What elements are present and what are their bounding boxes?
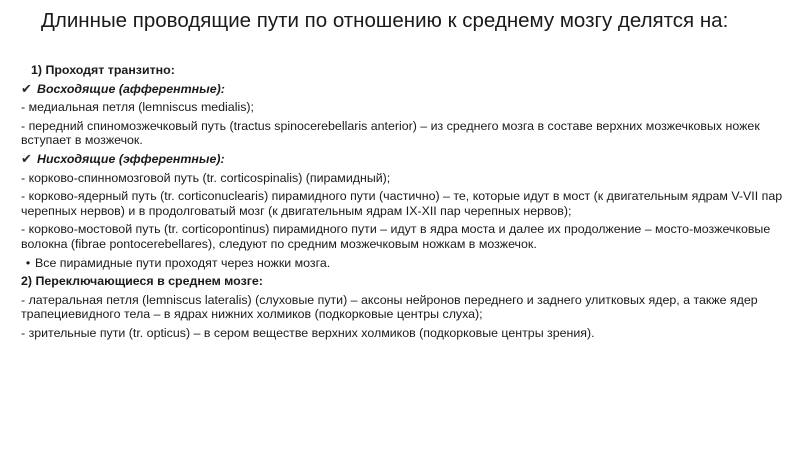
ascending-heading: Восходящие (афферентные): [37,81,225,96]
descending-heading-row [21,152,791,167]
list-item: - латеральная петля (lemniscus lateralis) (слуховые пути) – аксоны нейронов переднего и заднего улитковых ядер, а также ядер трапециевидного тела – в ядрах нижних холмиков (подкорковые центры слуха); [21,292,758,322]
list-item: - передний спиномозжечковый путь (tractus spinocerebellaris anterior) – из среднего мозга в составе верхних мозжечковых ножек вступает в мозжечок. [21,118,760,148]
ascending-heading-row [21,82,791,97]
slide-title: Длинные проводящие пути по отношению к среднему мозгу делятся на: [41,9,729,32]
list-item: - медиальная петля (lemniscus medialis); [21,100,254,115]
list-item: - зрительные пути (tr. opticus) – в сером веществе верхних холмиков (подкорковые центры зрения). [21,325,595,340]
slide-content [21,63,791,345]
descending-heading: Нисходящие (эфферентные): [37,151,225,166]
section1-heading: 1) Проходят транзитно: [31,63,175,77]
bullet-icon: • [25,255,31,270]
checkmark-icon: ✔ [21,150,32,166]
note-row [21,256,791,271]
list-item: - корково-спинномозговой путь (tr. corticospinalis) (пирамидный); [21,170,391,185]
checkmark-icon: ✔ [21,80,32,96]
list-item: - корково-мостовой путь (tr. corticopontinus) пирамидного пути – идут в ядра моста и далее их продолжение – мосто-мозжечковые волокна (fibrae pontocerebellares), следуют по средним мозжечковым ножкам в мозжечок. [21,222,771,251]
pyramidal-note: Все пирамидные пути проходят через ножки мозга. [35,255,331,270]
section2-heading: 2) Переключающиеся в среднем мозге: [21,274,263,289]
list-item: - корково-ядерный путь (tr. corticonuclearis) пирамидного пути (частично) – те, которые идут в мост (к двигательным ядрам V-VII пар черепных нервов) и в продолговатый мозг (к двигательным ядрам IX-XII пар черепных нервов); [21,189,783,218]
